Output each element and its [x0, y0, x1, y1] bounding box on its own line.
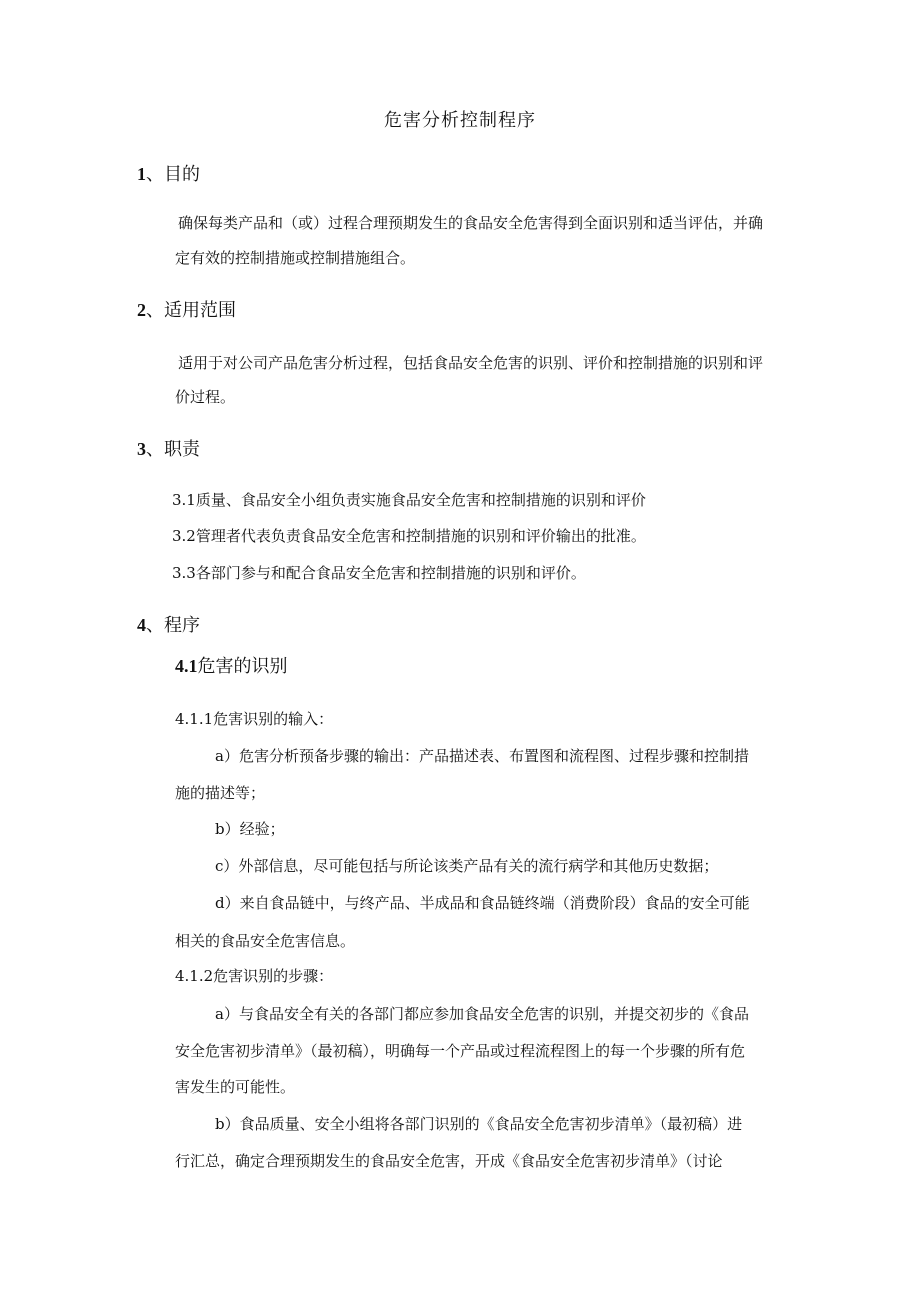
p411-heading: 4.1.1危害识别的输入：: [175, 710, 334, 728]
purpose-line-1: 确保每类产品和（或）过程合理预期发生的食品安全危害得到全面识别和适当评估，并确: [178, 214, 764, 232]
section-number: 3: [137, 439, 146, 459]
section-number: 4: [137, 615, 146, 635]
p411-d-line-2: 相关的食品安全危害信息。: [175, 932, 356, 950]
document-title: 危害分析控制程序: [384, 110, 536, 131]
section-title: 适用范围: [164, 300, 236, 321]
section-number: 2: [137, 300, 146, 320]
subsection-number: 4.1: [175, 656, 198, 676]
p411-d-line-1: d）来自食品链中，与终产品、半成品和食品链终端（消费阶段）食品的安全可能: [215, 894, 750, 912]
p411-a-line-2: 施的描述等；: [175, 784, 266, 802]
section-separator: 、: [146, 615, 164, 636]
section-1-heading: [137, 160, 200, 186]
p411-a-line-1: a）危害分析预备步骤的输出：产品描述表、布置图和流程图、过程步骤和控制措: [215, 747, 749, 765]
p412-b-line-2: 行汇总，确定合理预期发生的食品安全危害，开成《食品安全危害初步清单》（讨论: [175, 1152, 723, 1170]
section-title: 目的: [164, 164, 200, 185]
section-separator: 、: [146, 300, 164, 321]
p412-a-line-1: a）与食品安全有关的各部门都应参加食品安全危害的识别，并提交初步的《食品: [215, 1005, 749, 1023]
duty-item: 3.3各部门参与和配合食品安全危害和控制措施的识别和评价。: [172, 564, 586, 582]
section-4-heading: [137, 611, 200, 637]
scope-line-2: 价过程。: [175, 388, 236, 406]
p412-heading: 4.1.2危害识别的步骤：: [175, 967, 334, 985]
p411-b: b）经验；: [215, 820, 285, 838]
duty-item: 3.2管理者代表负责食品安全危害和控制措施的识别和评价输出的批准。: [172, 527, 646, 545]
p412-b-line-1: b）食品质量、安全小组将各部门识别的《食品安全危害初步清单》（最初稿）进: [215, 1115, 743, 1133]
section-title: 职责: [164, 439, 200, 460]
section-number: 1: [137, 164, 146, 184]
subsection-title: 危害的识别: [197, 656, 288, 677]
duty-item: 3.1质量、食品安全小组负责实施食品安全危害和控制措施的识别和评价: [172, 491, 646, 509]
p412-a-line-2: 安全危害初步清单》（最初稿），明确每一个产品或过程流程图上的每一个步骤的所有危: [175, 1042, 746, 1060]
subsection-4-1-heading: [175, 652, 288, 678]
scope-line-1: 适用于对公司产品危害分析过程，包括食品安全危害的识别、评价和控制措施的识别和评: [178, 354, 764, 372]
p412-a-line-3: 害发生的可能性。: [175, 1078, 296, 1096]
section-separator: 、: [146, 439, 164, 460]
section-2-heading: [137, 296, 236, 322]
purpose-line-2: 定有效的控制措施或控制措施组合。: [175, 249, 416, 267]
section-3-heading: [137, 435, 200, 461]
section-title: 程序: [164, 615, 200, 636]
section-separator: 、: [146, 164, 164, 185]
p411-c: c）外部信息，尽可能包括与所论该类产品有关的流行病学和其他历史数据；: [215, 857, 719, 875]
